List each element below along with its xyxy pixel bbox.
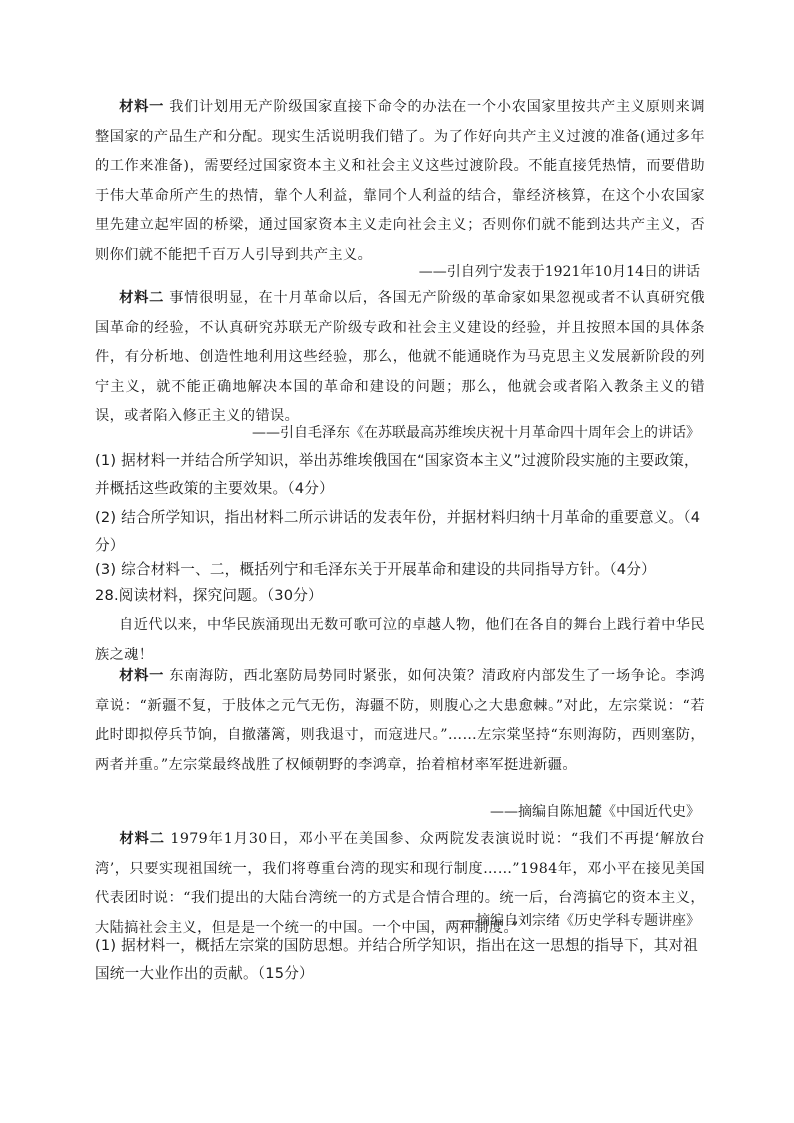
material-label: 材料一 [119,99,164,115]
q27-material-1-source: ——引自列宁发表于1921年10月14日的讲话 [418,264,700,280]
q27-question-1: (1) 据材料一并结合所学知识，举出苏维埃俄国在“国家资本主义”过渡阶段实施的主要政策，并概括这些政策的主要效果。（4分） [95,452,699,497]
q27-material-2-source: ——引自毛泽东《在苏联最高苏维埃庆祝十月革命四十周年会上的讲话》 [252,425,700,441]
q27-question-3: (3) 综合材料一、二，概括列宁和毛泽东关于开展革命和建设的共同指导方针。（4分） [95,561,656,578]
q27-material-1 [95,93,705,270]
material-label: 材料二 [119,290,164,306]
q28-material-2-source: ——摘编自刘宗绪《历史学科专题讲座》 [448,913,700,929]
q28-material-1-source: ——摘编自陈旭麓《中国近代史》 [490,804,700,820]
q27-material-2 [95,284,705,432]
material-label: 材料二 [119,831,165,847]
material-text: 事情很明显，在十月革命以后，各国无产阶级的革命家如果忽视或者不认真研究俄国革命的经验，不认真研究苏联无产阶级专政和社会主义建设的经验，并且按照本国的具体条件，有分析地、创造性地利用这些经验，那么，他就不能通晓作为马克思主义发展新阶段的列宁主义，就不能正确地解决本国的革命和建设的问题；那么，他就会或者陷入教条主义的错误，或者陷入修正主义的错误。 [95,290,705,424]
intro-text: 自近代以来，中华民族涌现出无数可歌可泣的卓越人物，他们在各自的舞台上践行着中华民族之魂！ [95,617,705,663]
material-text: 我们计划用无产阶级国家直接下命令的办法在一个小农国家里按共产主义原则来调整国家的产品生产和分配。现实生活说明我们错了。为了作好向共产主义过渡的准备(通过多年的工作来准备)，需要经过国家资本主义和社会主义这些过渡阶段。不能直接凭热情，而要借助于伟大革命所产生的热情，靠个人利益，靠同个人利益的结合，靠经济核算，在这个小农国家里先建立起牢固的桥梁，通过国家资本主义走向社会主义；否则你们就不能到达共产主义，否则你们就不能把千百万人引导到共产主义。 [95,99,705,263]
material-label: 材料一 [119,668,164,684]
material-text: 东南海防，西北塞防局势同时紧张，如何决策？清政府内部发生了一场争论。李鸿章说：“新疆不复，于肢体之元气无伤，海疆不防，则腹心之大患愈棘。”对此，左宗棠说：“若此时即拟停兵节饷，自撤藩篱，则我退寸，而寇进尺。”……左宗棠坚持“东则海防，西则塞防，两者并重。”左宗棠最终战胜了权倾朝野的李鸿章，抬着棺材率军挺进新疆。 [95,668,705,773]
material-text: 1979年1月30日，邓小平在美国参、众两院发表演说时说：“我们不再提‘解放台湾’，只要实现祖国统一，我们将尊重台湾的现实和现行制度……”1984年，邓小平在接见美国代表团时说：“我们提出的大陆台湾统一的方式是合情合理的。统一后，台湾搞它的资本主义，大陆搞社会主义，但是是一个统一的中国。一个中国，两种制度。” [95,831,705,936]
q28-question-1: (1) 据材料一，概括左宗棠的国防思想。并结合所学知识，指出在这一思想的指导下，其对祖国统一大业作出的贡献。（15分） [95,937,699,982]
q27-question-2: (2) 结合所学知识，指出材料二所示讲话的发表年份，并据材料归纳十月革命的重要意义。（4分） [95,509,701,554]
q28-heading: 28.阅读材料，探究问题。（30分） [95,587,323,604]
q28-material-1 [95,662,705,780]
